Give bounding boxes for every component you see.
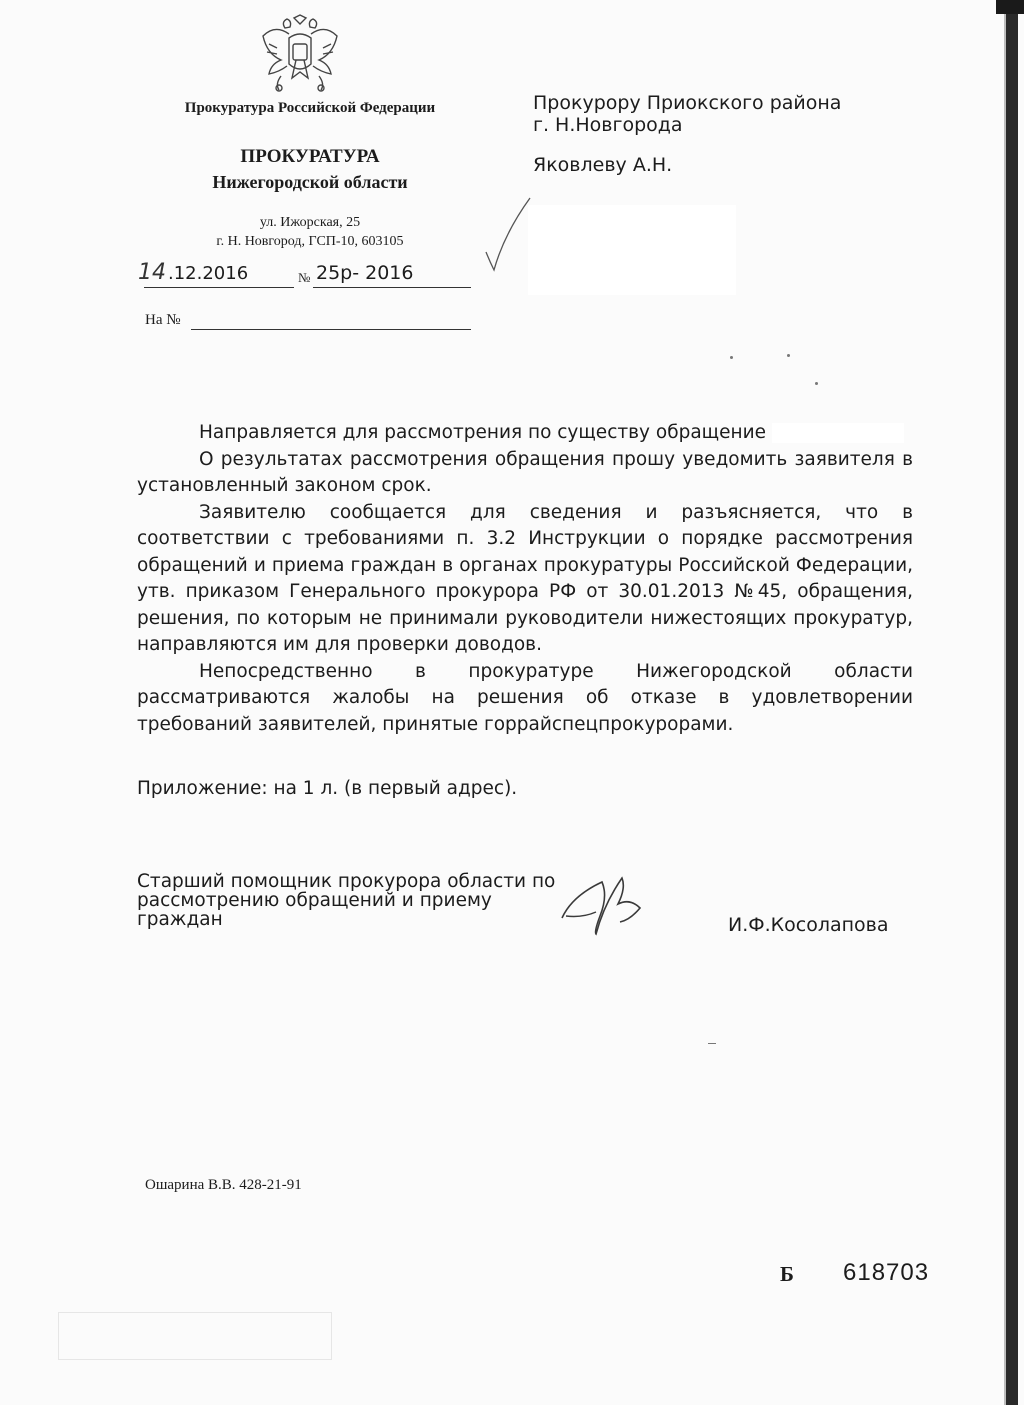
date-handwritten: 14 — [138, 260, 166, 285]
reference-row — [145, 312, 475, 334]
address-city: г. Н. Новгород, ГСП-10, 603105 — [216, 234, 404, 249]
signer-name: И.Ф.Косолапова — [728, 914, 889, 936]
date-printed: .12.2016 — [168, 263, 249, 284]
position-line-1: Старший помощник прокурора области по — [137, 871, 556, 892]
handwritten-signature — [556, 862, 666, 944]
body-paragraph-3: Заявителю сообщается для сведения и разъясняется, что в соответствии с требованиями п. 3.2 Инструкции о порядке рассмотрения обращений и приема граждан в органах прокуратуры Российской Федерации, утв. приказом Генерального прокурора РФ от 30.01.2013 №45, обращения, решения, по которым не принимали руководители нижестоящих прокуратур, направляются им для проверки доводов. — [137, 501, 913, 655]
executor-contact: Ошарина В.В. 428-21-91 — [145, 1177, 302, 1193]
body-paragraph-1-text: Направляется для рассмотрения по существу обращение — [199, 422, 766, 443]
body-paragraph-2: О результатах рассмотрения обращения прошу уведомить заявителя в установленный законом срок. — [137, 448, 913, 496]
redacted-area — [528, 205, 736, 295]
date-underline — [144, 287, 294, 288]
addressee-name: Яковлеву А.Н. — [533, 154, 673, 176]
scan-speck — [730, 356, 733, 359]
number-underline — [313, 287, 471, 288]
office-title: ПРОКУРАТУРА — [240, 146, 380, 167]
scan-speck — [787, 354, 790, 357]
redacted-name — [772, 423, 904, 443]
number-prefix: № — [298, 270, 311, 285]
reference-underline — [191, 329, 471, 330]
date-number-row — [138, 260, 478, 290]
address-street: ул. Ижорская, 25 — [259, 215, 361, 230]
position-line-3: граждан — [137, 909, 223, 930]
addressee-line2: г. Н.Новгорода — [533, 114, 683, 136]
scan-speck — [815, 382, 818, 385]
letter-body — [137, 420, 913, 738]
scan-edge — [1006, 0, 1018, 1405]
scan-edge-line — [1004, 0, 1006, 1405]
office-region: Нижегородской области — [212, 172, 408, 192]
attachment-note: Приложение: на 1 л. (в первый адрес). — [137, 778, 518, 799]
org-line: Прокуратура Российской Федерации — [184, 100, 436, 116]
serial-number: 618703 — [843, 1259, 930, 1286]
serial-letter: Б — [780, 1262, 794, 1286]
coat-of-arms-emblem — [255, 14, 345, 100]
addressee-line1: Прокурору Приокского района — [533, 92, 842, 114]
reference-label: На № — [145, 312, 181, 328]
position-line-2: рассмотрению обращений и приему — [137, 890, 492, 911]
faint-stamp-area — [58, 1312, 332, 1360]
body-paragraph-4: Непосредственно в прокуратуре Нижегородской области рассматриваются жалобы на решения об отказе в удовлетворении требований заявителей, принятые горрайспецпрокурорами. — [137, 660, 913, 735]
body-paragraph-1 — [137, 420, 913, 447]
document-number: 25р- 2016 — [316, 262, 414, 284]
scan-corner-mark — [996, 0, 1024, 14]
scan-speck — [708, 1043, 716, 1044]
signer-position — [137, 872, 577, 929]
